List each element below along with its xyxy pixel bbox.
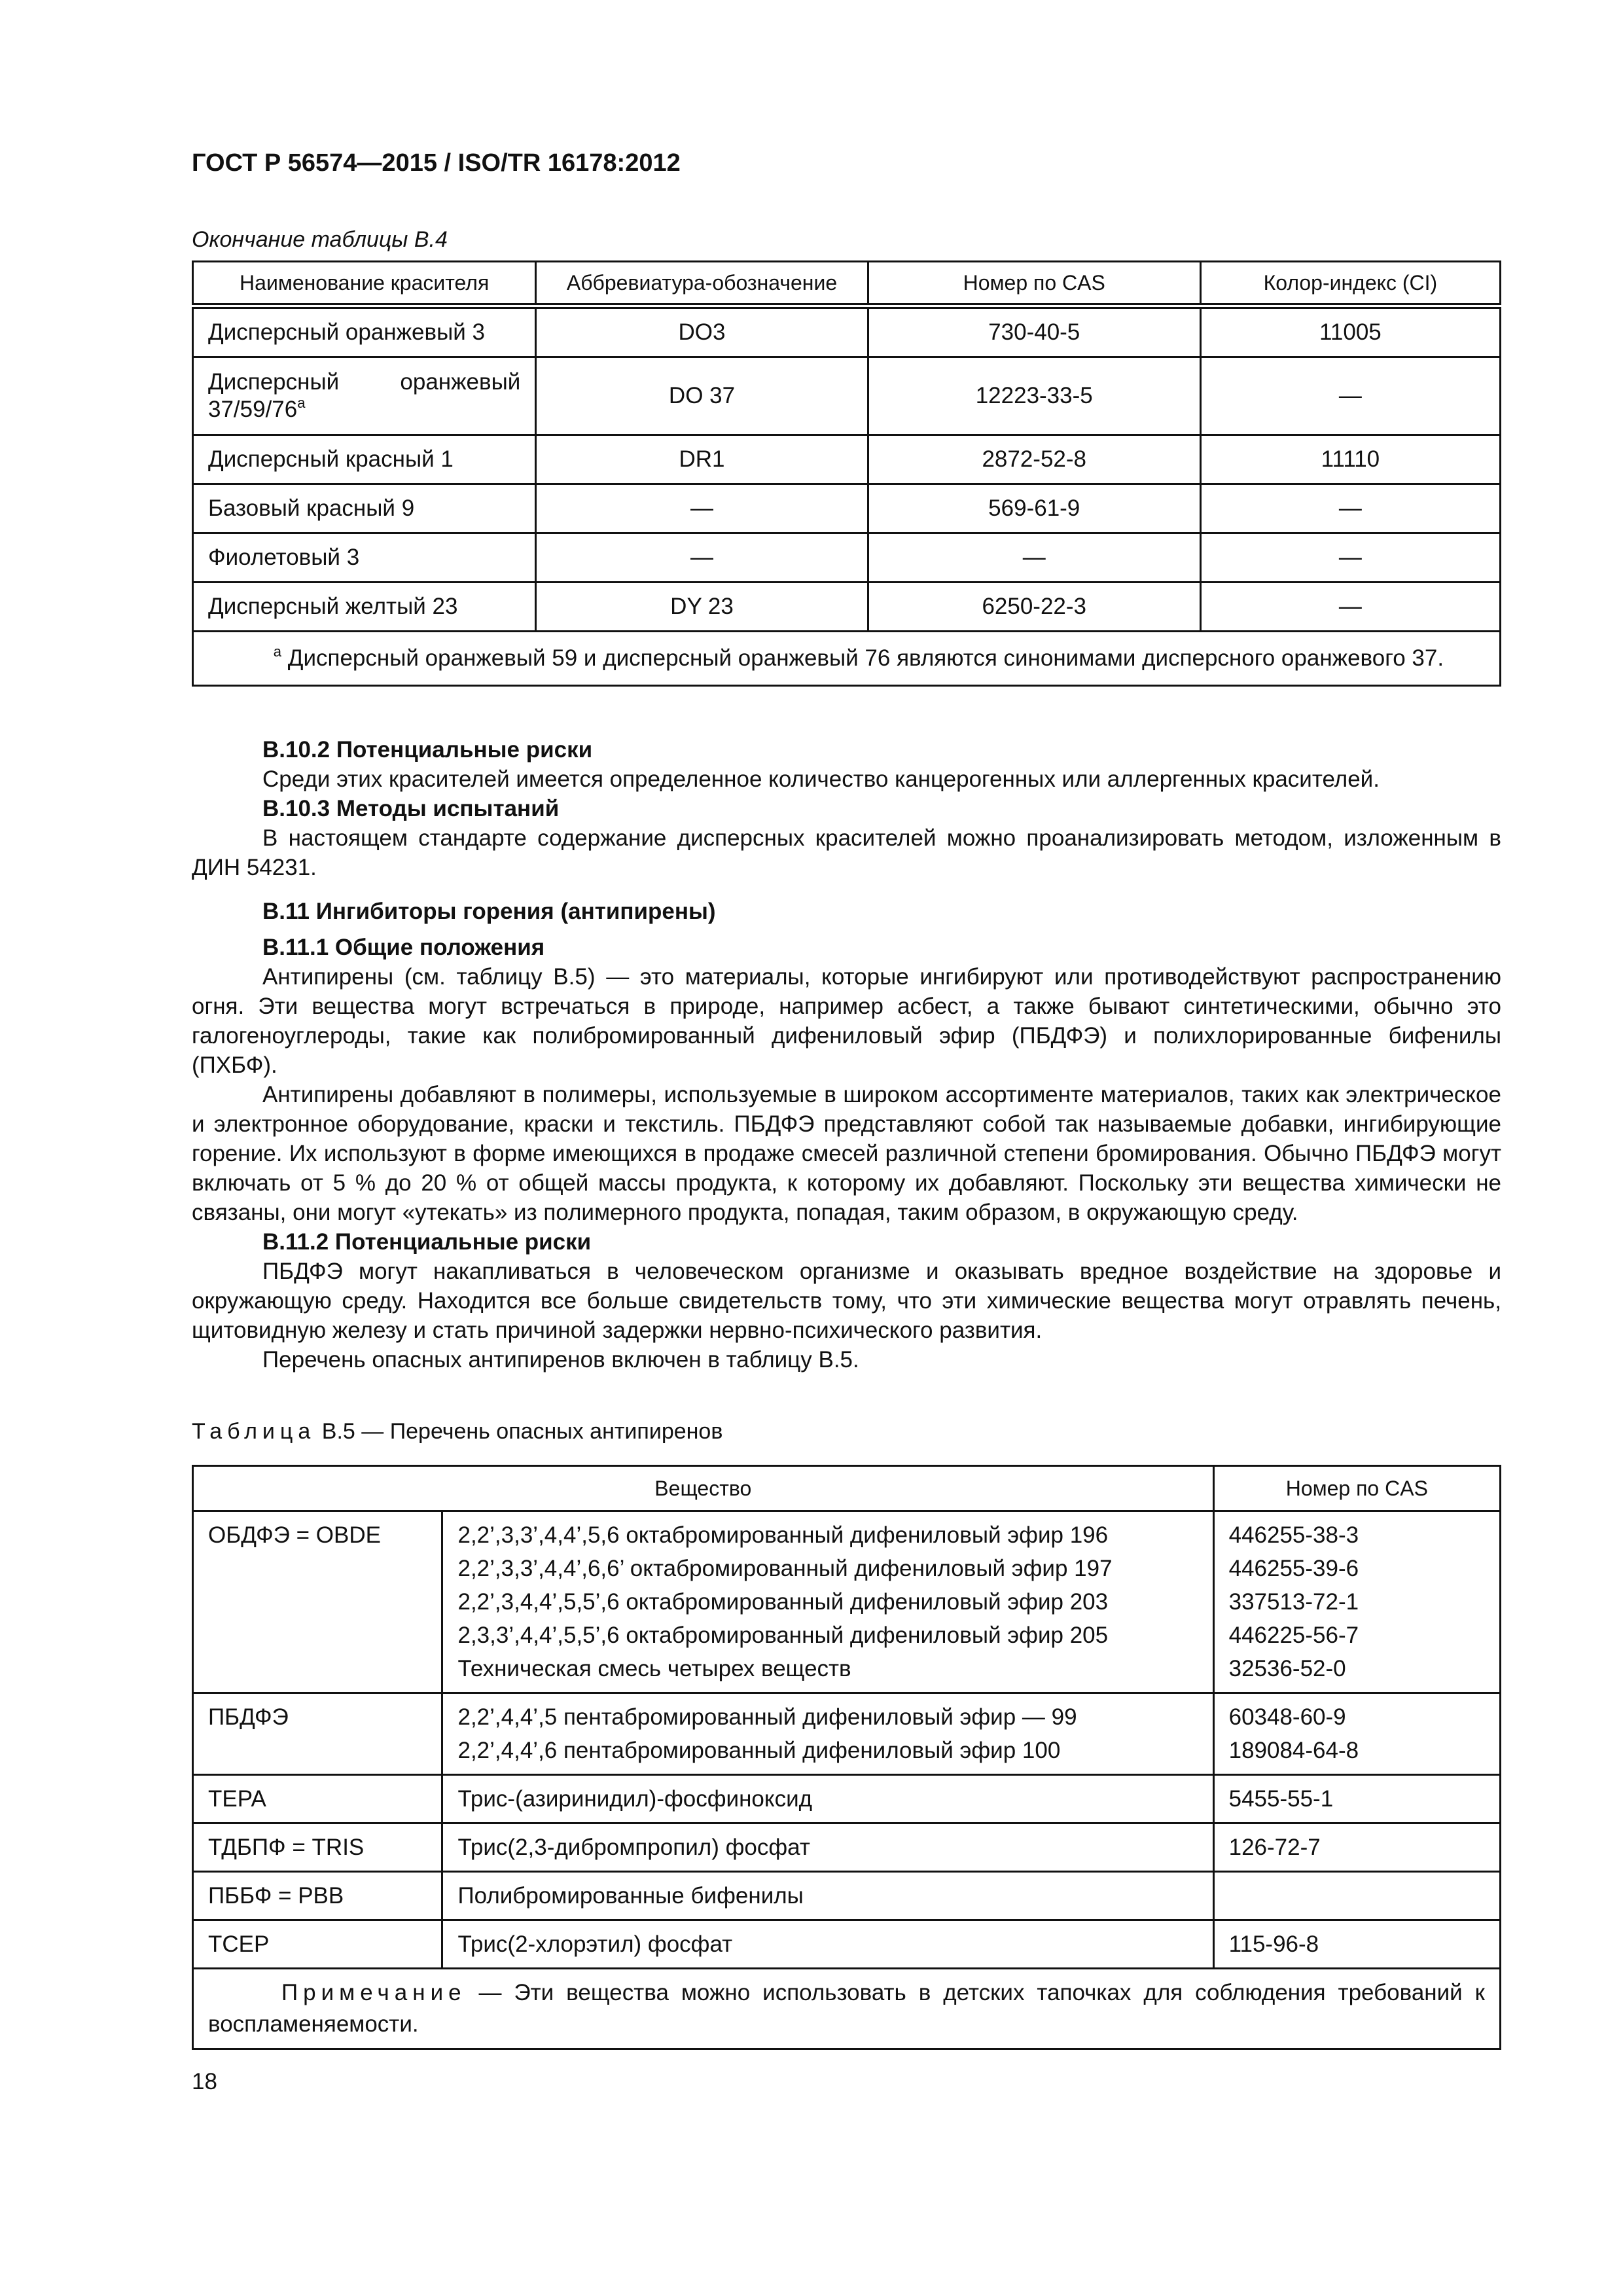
substance-line: 2,2’,4,4’,6 пентабромированный дифениловый эфир 100 xyxy=(457,1738,1061,1763)
table-b5 xyxy=(192,1465,1501,2050)
table-note xyxy=(193,1969,1501,2049)
table-row xyxy=(193,583,1501,632)
table-b5-caption xyxy=(192,1419,722,1444)
dye-name-line2: 37/59/76 xyxy=(208,397,298,422)
cas-line: 446225-56-7 xyxy=(1228,1623,1359,1648)
section-b11 xyxy=(192,897,1501,926)
table-header-row xyxy=(193,262,1501,306)
col-header-color-index: Колор-индекс (CI) xyxy=(1200,262,1500,306)
cas-line: 189084-64-8 xyxy=(1228,1738,1359,1763)
cell-substance: Трис(2,3-дибромпропил) фосфат xyxy=(442,1823,1213,1872)
substance-line: 2,2’,4,4’,5 пентабромированный дифениловый эфир — 99 xyxy=(457,1704,1077,1730)
table-row xyxy=(193,1823,1501,1872)
note-word: Примечание xyxy=(281,1980,467,2005)
cell-cas: 12223-33-5 xyxy=(868,357,1200,435)
cell-abbreviation: — xyxy=(536,484,868,533)
note-text: — Эти вещества можно использовать в детских тапочках для соблюдения требований к воспламеняемости. xyxy=(208,1980,1485,2037)
cell-color-index: — xyxy=(1200,583,1500,632)
section-heading: В.11.1 Общие положения xyxy=(262,935,545,960)
table-b4-caption: Окончание таблицы В.4 xyxy=(192,227,448,252)
cas-line: 32536-52-0 xyxy=(1228,1656,1346,1681)
cell-dye-name: Дисперсный оранжевый 3 xyxy=(193,306,536,357)
table-row xyxy=(193,484,1501,533)
footnote-mark: а xyxy=(297,395,306,411)
col-header-dye-name: Наименование красителя xyxy=(193,262,536,306)
substance-line: 2,3,3’,4,4’,5,5’,6 октабромированный дифениловый эфир 205 xyxy=(457,1623,1109,1648)
table-row xyxy=(193,306,1501,357)
cell-color-index: — xyxy=(1200,484,1500,533)
cell-substance xyxy=(442,1511,1213,1693)
section-b11-1 xyxy=(192,933,1501,1374)
document-header: ГОСТ Р 56574—2015 / ISO/TR 16178:2012 xyxy=(192,149,681,177)
cas-line: 446255-38-3 xyxy=(1228,1522,1359,1548)
col-header-cas: Номер по CAS xyxy=(1213,1466,1500,1511)
table-row xyxy=(193,357,1501,435)
cell-color-index: — xyxy=(1200,357,1500,435)
cell-dye-name: Дисперсный красный 1 xyxy=(193,435,536,484)
cell-cas: 115-96-8 xyxy=(1213,1920,1500,1969)
table-footnote-row xyxy=(193,632,1501,686)
cell-abbreviation: DO3 xyxy=(536,306,868,357)
cell-dye-name: Дисперсный желтый 23 xyxy=(193,583,536,632)
cell-abbreviation: DO 37 xyxy=(536,357,868,435)
cell-abbr: ПБДФЭ xyxy=(193,1693,442,1775)
table-footnote xyxy=(193,632,1501,686)
table-caption-word: Таблица xyxy=(192,1419,316,1444)
cell-substance: Трис-(азиринидил)-фосфиноксид xyxy=(442,1775,1213,1823)
cell-substance: Полибромированные бифенилы xyxy=(442,1872,1213,1920)
dye-name-line1: Дисперсный оранжевый xyxy=(208,369,521,395)
cell-abbr: ОБДФЭ = OBDE xyxy=(193,1511,442,1693)
col-header-cas: Номер по CAS xyxy=(868,262,1200,306)
cell-abbreviation: — xyxy=(536,533,868,583)
cell-cas xyxy=(1213,1693,1500,1775)
cell-cas: 569-61-9 xyxy=(868,484,1200,533)
cell-cas: 6250-22-3 xyxy=(868,583,1200,632)
cell-color-index: — xyxy=(1200,533,1500,583)
section-b10-2 xyxy=(192,735,1501,882)
col-header-abbreviation: Аббревиатура-обозначение xyxy=(536,262,868,306)
footnote-mark: а xyxy=(273,643,281,660)
paragraph: Среди этих красителей имеется определенное количество канцерогенных или аллергенных красителей. xyxy=(262,766,1380,792)
cell-dye-name: Фиолетовый 3 xyxy=(193,533,536,583)
table-caption-text: В.5 — Перечень опасных антипиренов xyxy=(321,1419,723,1444)
cas-line: 446255-39-6 xyxy=(1228,1556,1359,1581)
cell-abbr: TCEP xyxy=(193,1920,442,1969)
paragraph: ПБДФЭ могут накапливаться в человеческом организме и оказывать вредное воздействие на здоровье и окружающую среду. Находится все больше свидетельств тому, что эти химические вещества могут отравлять печень, щитовидную железу и стать причиной задержки нервно-психического развития. xyxy=(192,1259,1501,1343)
cell-cas: 126-72-7 xyxy=(1213,1823,1500,1872)
cell-dye-name xyxy=(193,357,536,435)
table-row xyxy=(193,1693,1501,1775)
cell-cas xyxy=(1213,1872,1500,1920)
section-heading: В.10.3 Методы испытаний xyxy=(262,796,560,821)
paragraph: Перечень опасных антипиренов включен в таблицу В.5. xyxy=(262,1347,859,1372)
cell-substance xyxy=(442,1693,1213,1775)
table-note-row xyxy=(193,1969,1501,2049)
substance-line: Техническая смесь четырех веществ xyxy=(457,1656,851,1681)
substance-line: 2,2’,3,3’,4,4’,5,6 октабромированный дифениловый эфир 196 xyxy=(457,1522,1109,1548)
substance-line: 2,2’,3,3’,4,4’,6,6’ октабромированный дифениловый эфир 197 xyxy=(457,1556,1113,1581)
cell-cas: 5455-55-1 xyxy=(1213,1775,1500,1823)
cell-color-index: 11005 xyxy=(1200,306,1500,357)
substance-line: 2,2’,3,4,4’,5,5’,6 октабромированный дифениловый эфир 203 xyxy=(457,1589,1109,1615)
footnote-text: Дисперсный оранжевый 59 и дисперсный оранжевый 76 являются синонимами дисперсного оранжевого 37. xyxy=(287,645,1444,671)
cell-color-index: 11110 xyxy=(1200,435,1500,484)
paragraph: Антипирены (см. таблицу В.5) — это материалы, которые ингибируют или противодействуют распространению огня. Эти вещества могут встречаться в природе, например асбест, а также бывают синтетическими, обычно это галогеноуглероды, такие как полибромированный дифениловый эфир (ПБДФЭ) и полихлорированные бифенилы (ПХБФ). xyxy=(192,964,1501,1078)
cell-cas: 2872-52-8 xyxy=(868,435,1200,484)
cell-abbr: ПББФ = PBB xyxy=(193,1872,442,1920)
cas-line: 60348-60-9 xyxy=(1228,1704,1346,1730)
table-row xyxy=(193,1775,1501,1823)
cell-cas xyxy=(1213,1511,1500,1693)
table-row xyxy=(193,1872,1501,1920)
section-heading: В.11 Ингибиторы горения (антипирены) xyxy=(262,899,716,924)
table-row xyxy=(193,533,1501,583)
cell-abbr: TEPA xyxy=(193,1775,442,1823)
paragraph: В настоящем стандарте содержание дисперсных красителей можно проанализировать методом, изложенным в ДИН 54231. xyxy=(192,825,1501,880)
cell-cas: 730-40-5 xyxy=(868,306,1200,357)
cell-abbreviation: DY 23 xyxy=(536,583,868,632)
table-row xyxy=(193,435,1501,484)
cas-line: 337513-72-1 xyxy=(1228,1589,1359,1615)
cell-cas: — xyxy=(868,533,1200,583)
section-heading: В.11.2 Потенциальные риски xyxy=(262,1229,592,1255)
cell-substance: Трис(2-хлорэтил) фосфат xyxy=(442,1920,1213,1969)
cell-abbreviation: DR1 xyxy=(536,435,868,484)
table-row xyxy=(193,1920,1501,1969)
page-number: 18 xyxy=(192,2069,217,2094)
cell-abbr: ТДБПФ = TRIS xyxy=(193,1823,442,1872)
paragraph: Антипирены добавляют в полимеры, используемые в широком ассортименте материалов, таких как электрическое и электронное оборудование, краски и текстиль. ПБДФЭ представляют собой так называемые добавки, ингибирующие горение. Их используют в форме имеющихся в продаже смесей различной степени бромирования. Обычно ПБДФЭ могут включать от 5 % до 20 % от общей массы продукта, к которому их добавляют. Поскольку эти вещества химически не связаны, они могут «утекать» из полимерного продукта, попадая, таким образом, в окружающую среду. xyxy=(192,1082,1501,1225)
section-heading: В.10.2 Потенциальные риски xyxy=(262,737,593,762)
cell-dye-name: Базовый красный 9 xyxy=(193,484,536,533)
col-header-substance: Вещество xyxy=(193,1466,1214,1511)
table-b4 xyxy=(192,260,1501,687)
table-header-row xyxy=(193,1466,1501,1511)
table-row xyxy=(193,1511,1501,1693)
